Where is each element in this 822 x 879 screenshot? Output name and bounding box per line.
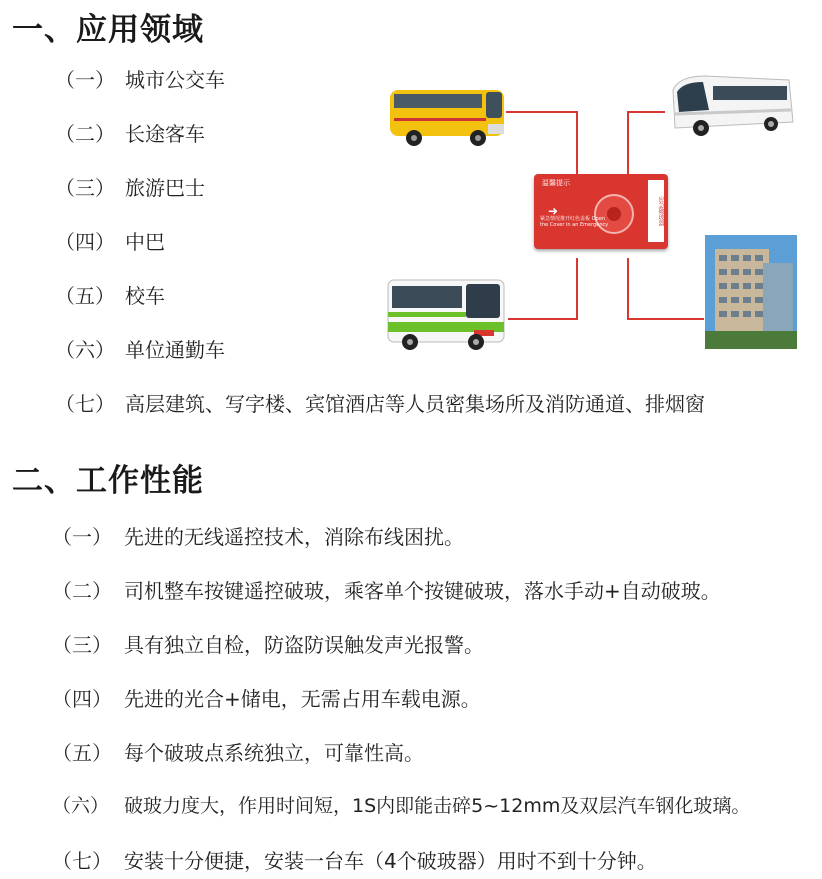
item-text: 每个破玻点系统独立，可靠性高。 (124, 741, 424, 765)
item-number: （五） (52, 741, 112, 765)
list-item (52, 845, 657, 874)
item-number: （四） (55, 230, 115, 254)
item-text: 先进的无线遥控技术，消除布线困扰。 (124, 525, 464, 549)
school-bus-image (388, 82, 510, 148)
item-number: （五） (55, 284, 115, 308)
item-text: 旅游巴士 (125, 176, 205, 200)
list-item (55, 118, 205, 147)
list-item (52, 737, 424, 766)
list-item (55, 226, 165, 255)
item-number: （三） (55, 176, 115, 200)
item-text: 具有独立自检，防盗防误触发声光报警。 (124, 633, 484, 657)
item-text: 长途客车 (125, 122, 205, 146)
item-text: 高层建筑、写字楼、宾馆酒店等人员密集场所及消防通道、排烟窗 (125, 392, 705, 416)
list-item (55, 172, 205, 201)
item-number: （三） (52, 633, 112, 657)
item-text: 城市公交车 (125, 68, 225, 92)
application-illustration (380, 62, 800, 362)
item-text: 中巴 (125, 230, 165, 254)
list-item (55, 334, 225, 363)
item-number: （七） (55, 392, 115, 416)
item-number: （一） (55, 68, 115, 92)
item-text: 单位通勤车 (125, 338, 225, 362)
device-button (594, 194, 634, 234)
list-item (52, 521, 464, 550)
list-item (55, 388, 705, 417)
device-brand-text: 温馨提示 (542, 179, 570, 187)
item-number: （六） (55, 338, 115, 362)
device-label-text: 紧急情况推开红色盖板 Open the Cover in an Emergency (540, 216, 609, 228)
list-item (52, 791, 750, 818)
coach-bus-image (665, 70, 797, 142)
item-number: （一） (52, 525, 112, 549)
list-item (52, 683, 481, 712)
device-side-text: 应急破玻器 (648, 180, 664, 242)
section-title-applications: 一、应用领域 (12, 12, 204, 48)
item-text: 安装十分便捷，安装一台车（4个破玻器）用时不到十分钟。 (124, 849, 657, 873)
window-breaker-device (534, 174, 668, 249)
list-item (52, 575, 721, 604)
item-number: （四） (52, 687, 112, 711)
item-text: 先进的光合+储电，无需占用车载电源。 (124, 687, 481, 711)
arrow-icon: ➜ (548, 204, 559, 218)
item-text: 破玻力度大，作用时间短，1S内即能击碎5~12mm及双层汽车钢化玻璃。 (124, 795, 751, 817)
item-number: （七） (52, 849, 112, 873)
list-item (55, 64, 225, 93)
list-item (52, 629, 484, 658)
item-number: （二） (52, 579, 112, 603)
high-rise-building-image (705, 235, 797, 349)
item-number: （二） (55, 122, 115, 146)
item-text: 校车 (125, 284, 165, 308)
item-number: （六） (52, 795, 110, 817)
city-bus-image (384, 272, 508, 354)
item-text: 司机整车按键遥控破玻，乘客单个按键破玻，落水手动+自动破玻。 (124, 579, 721, 603)
section-title-performance: 二、工作性能 (12, 463, 204, 499)
list-item (55, 280, 165, 309)
